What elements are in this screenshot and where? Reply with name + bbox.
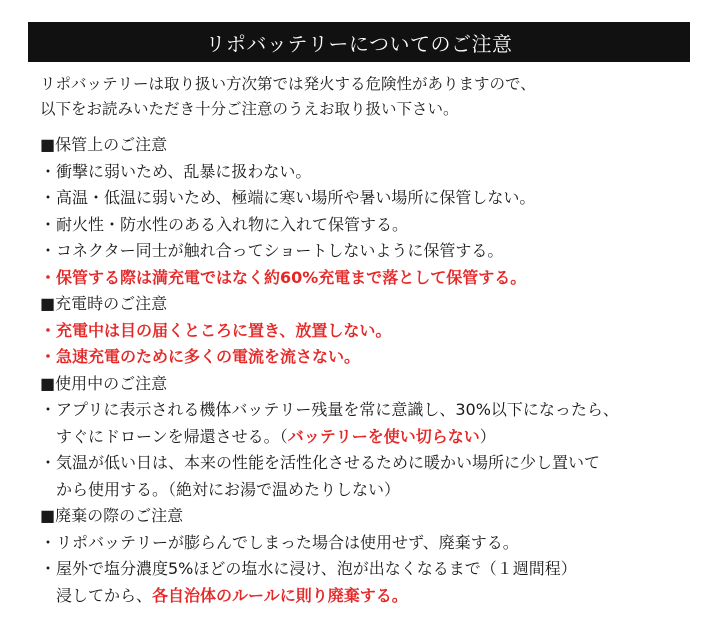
disposal-heading: ■廃棄の際のご注意 xyxy=(40,506,184,525)
usage-item-1-close: ） xyxy=(479,426,496,446)
charging-warning: ・急速充電のために多くの電流を流さない。 xyxy=(40,347,361,366)
disposal-item-2-text: 浸してから、 xyxy=(56,585,153,605)
storage-warning: ・保管する際は満充電ではなく約60%充電まで落として保管する。 xyxy=(40,267,527,287)
charging-warning: ・充電中は目の届くところに置き、放置しない。 xyxy=(40,320,392,340)
disposal-item-2-line-1: ・屋外で塩分濃度5%ほどの塩水に浸け、泡が出なくなるまで（１週間程） xyxy=(40,559,577,578)
disposal-section xyxy=(40,503,705,609)
storage-item: ・コネクター同士が触れ合ってショートしないように保管する。 xyxy=(40,241,504,260)
intro-line-1: リポバッテリーは取り扱い方次第では発火する危険性がありますので、 xyxy=(40,75,536,93)
usage-item-1-text: すぐにドローンを帰還させる。（ xyxy=(56,426,288,446)
usage-section xyxy=(40,371,705,504)
charging-heading: ■充電時のご注意 xyxy=(40,294,168,313)
disposal-item-2-warning: 各自治体のルールに則り廃棄する。 xyxy=(152,585,408,605)
storage-item: ・衝撃に弱いため、乱暴に扱わない。 xyxy=(40,161,312,181)
charging-section xyxy=(40,291,705,371)
page-title: リポバッテリーについてのご注意 xyxy=(205,31,513,56)
usage-item-2-line-1: ・気温が低い日は、本来の性能を活性化させるために暖かい場所に少し置いて xyxy=(40,453,601,472)
usage-heading: ■使用中のご注意 xyxy=(40,373,168,393)
header-bar xyxy=(28,22,690,62)
notice-content xyxy=(40,72,705,609)
usage-item-1-line-2 xyxy=(40,424,705,451)
disposal-item-2-line-2 xyxy=(40,583,705,610)
usage-item-1-warning: バッテリーを使い切らない xyxy=(287,426,480,446)
storage-item: ・耐火性・防水性のある入れ物に入れて保管する。 xyxy=(40,214,409,234)
storage-item: ・高温・低温に弱いため、極端に寒い場所や暑い場所に保管しない。 xyxy=(40,188,536,207)
intro-line-2: 以下をお読みいただき十分ご注意のうえお取り扱い下さい。 xyxy=(40,100,459,118)
disposal-item-1: ・リポバッテリーが膨らんでしまった場合は使用せず、廃棄する。 xyxy=(40,532,519,552)
storage-section xyxy=(40,132,705,291)
storage-heading: ■保管上のご注意 xyxy=(40,135,168,154)
intro-paragraph xyxy=(40,72,705,122)
usage-item-2-line-2: から使用する。（絶対にお湯で温めたりしない） xyxy=(56,479,401,499)
usage-item-1-line-1: ・アプリに表示される機体バッテリー残量を常に意識し、30%以下になったら、 xyxy=(40,400,619,419)
